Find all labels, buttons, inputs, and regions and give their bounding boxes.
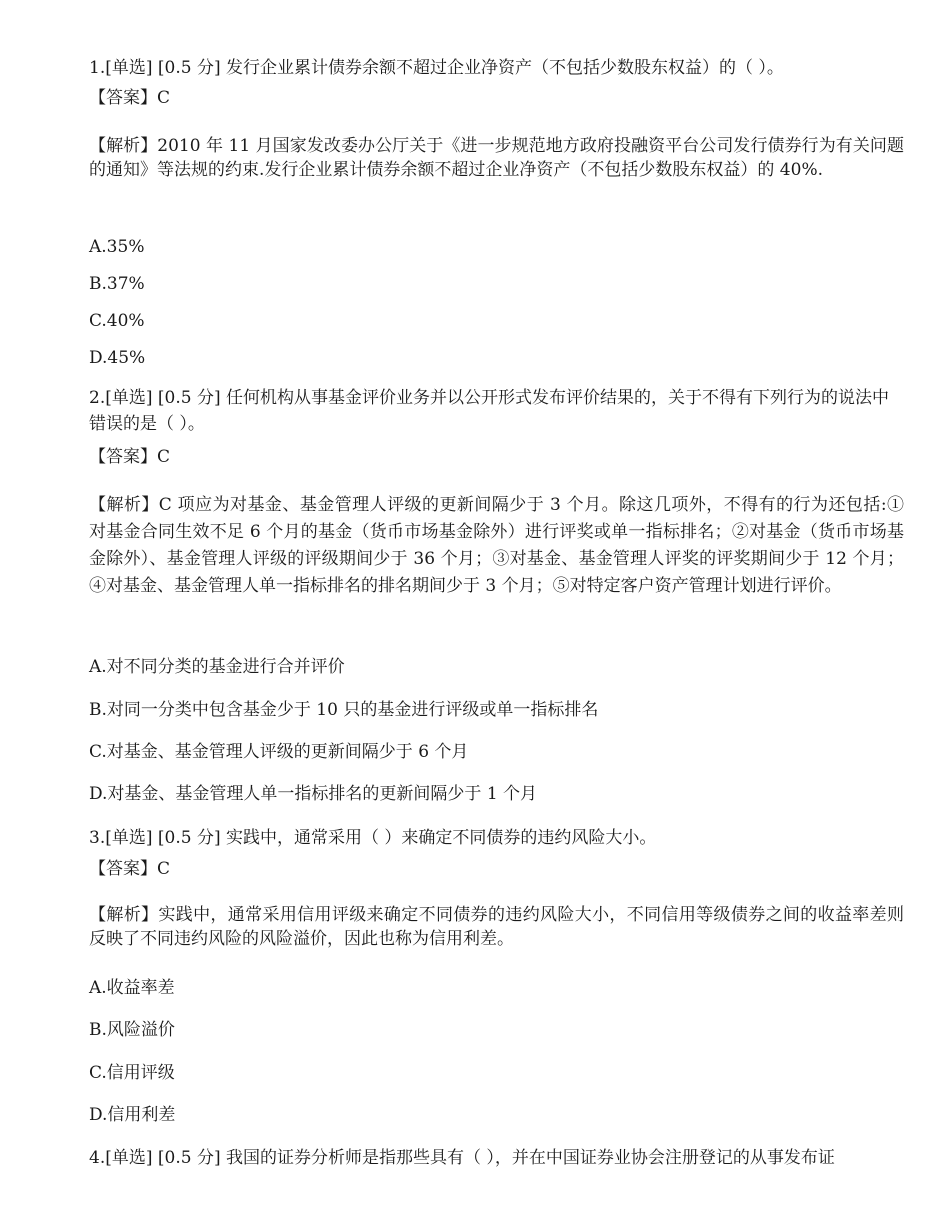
question-1-option-a: A.35% <box>89 237 145 257</box>
question-1-option-c: C.40% <box>89 311 145 331</box>
question-2-option-b: B.对同一分类中包含基金少于 10 只的基金进行评级或单一指标排名 <box>89 700 599 720</box>
question-3-stem: 3.[单选] [0.5 分] 实践中，通常采用（ ）来确定不同债券的违约风险大小。 <box>89 828 657 848</box>
question-1-option-d: D.45% <box>89 348 146 368</box>
question-1-option-b: B.37% <box>89 274 145 294</box>
question-2-option-d: D.对基金、基金管理人单一指标排名的更新间隔少于 1 个月 <box>89 784 538 804</box>
question-3-option-d: D.信用利差 <box>89 1105 176 1125</box>
question-2-option-a: A.对不同分类的基金进行合并评价 <box>89 657 345 677</box>
question-1-stem: 1.[单选] [0.5 分] 发行企业累计债券余额不超过企业净资产（不包括少数股东权益）的（ ）。 <box>89 58 784 78</box>
question-3-option-a: A.收益率差 <box>89 978 175 998</box>
question-2-analysis: 【解析】C 项应为对基金、基金管理人评级的更新间隔少于 3 个月。除这几项外，不得有的行为还包括:① 对基金合同生效不足 6 个月的基金（货币市场基金除外）进行评奖或单一指标排名；②对基金（货币市场基金除外）、基金管理人评级的评级期间少于 36 个月；③对基金、基金管理人评奖的评奖期间少于 12 个月；④对基金、基金管理人单一指标排名的排名期间少于 3 个月；⑤对特定客户资产管理计划进行评价。 <box>89 495 904 596</box>
question-2-answer: 【答案】C <box>89 447 171 467</box>
question-3-option-b: B.风险溢价 <box>89 1020 175 1040</box>
question-3-analysis: 【解析】实践中，通常采用信用评级来确定不同债券的违约风险大小，不同信用等级债券之间的收益率差则反映了不同违约风险的风险溢价，因此也称为信用利差。 <box>89 905 904 949</box>
question-2-option-c: C.对基金、基金管理人评级的更新间隔少于 6 个月 <box>89 742 469 762</box>
question-1-analysis: 【解析】2010 年 11 月国家发改委办公厅关于《进一步规范地方政府投融资平台公司发行债券行为有关问题的通知》等法规的约束.发行企业累计债券余额不超过企业净资产（不包括少数股东权益）的 40%. <box>89 136 904 180</box>
question-3-answer: 【答案】C <box>89 859 171 879</box>
question-2-stem: 2.[单选] [0.5 分] 任何机构从事基金评价业务并以公开形式发布评价结果的，关于不得有下列行为的说法中错误的是（ ）。 <box>89 388 889 434</box>
question-3-option-c: C.信用评级 <box>89 1063 175 1083</box>
question-1-answer: 【答案】C <box>89 88 171 108</box>
question-4-stem: 4.[单选] [0.5 分] 我国的证券分析师是指那些具有（ ），并在中国证券业协会注册登记的从事发布证 <box>89 1148 835 1168</box>
